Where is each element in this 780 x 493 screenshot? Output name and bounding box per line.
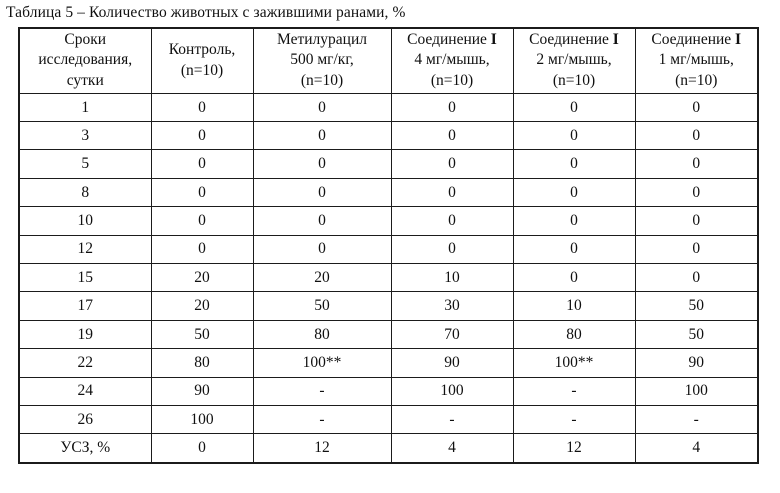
- table-cell: 0: [151, 434, 253, 463]
- table-row: [19, 320, 758, 348]
- table-cell: 20: [253, 263, 391, 291]
- table-row: [19, 292, 758, 320]
- row-label: 24: [19, 377, 151, 405]
- table-row: [19, 235, 758, 263]
- table-cell: 10: [513, 292, 635, 320]
- table-cell: 0: [635, 235, 758, 263]
- table-cell: 0: [513, 121, 635, 149]
- table-cell: 0: [253, 150, 391, 178]
- table-cell: 20: [151, 292, 253, 320]
- row-label: 26: [19, 405, 151, 433]
- table-cell: 0: [253, 178, 391, 206]
- table-cell: -: [635, 405, 758, 433]
- table-row: [19, 121, 758, 149]
- table-cell: 0: [513, 207, 635, 235]
- table-cell: 0: [635, 178, 758, 206]
- row-label: 22: [19, 349, 151, 377]
- table-cell: 0: [151, 93, 253, 121]
- table-cell: 100: [151, 405, 253, 433]
- compound-name: Соединение: [529, 30, 613, 48]
- table-cell: 0: [635, 121, 758, 149]
- table-cell: 100: [635, 377, 758, 405]
- data-table: [18, 27, 759, 464]
- table-cell: 80: [151, 349, 253, 377]
- table-caption: Таблица 5 – Количество животных с зажившими ранами, %: [6, 4, 406, 21]
- row-label: 5: [19, 150, 151, 178]
- table-cell: 100: [391, 377, 513, 405]
- table-cell: 0: [391, 207, 513, 235]
- table-cell: 0: [513, 263, 635, 291]
- table-cell: 90: [635, 349, 758, 377]
- col-header-compound-2mg: [513, 28, 635, 94]
- compound-name: Соединение: [407, 30, 491, 48]
- compound-dose: 1 мг/мышь, (n=10): [658, 51, 734, 89]
- compound-numeral: I: [735, 30, 742, 48]
- table-cell: 0: [635, 93, 758, 121]
- table-cell: 50: [151, 320, 253, 348]
- table-cell: 30: [391, 292, 513, 320]
- table-cell: 0: [635, 263, 758, 291]
- table-cell: -: [391, 405, 513, 433]
- table-row: [19, 263, 758, 291]
- table-cell: 0: [253, 207, 391, 235]
- table-row: [19, 207, 758, 235]
- table-cell: 80: [513, 320, 635, 348]
- table-cell: 0: [253, 93, 391, 121]
- compound-dose: 4 мг/мышь, (n=10): [414, 51, 490, 89]
- table-cell: 100**: [513, 349, 635, 377]
- table-cell: 0: [151, 150, 253, 178]
- table-cell: 4: [391, 434, 513, 463]
- table-header: [19, 28, 758, 94]
- table-cell: -: [253, 405, 391, 433]
- table-body: [19, 93, 758, 463]
- table-cell: 0: [151, 235, 253, 263]
- table-cell: 20: [151, 263, 253, 291]
- table-cell: 50: [635, 320, 758, 348]
- col-header-methyluracil: Метилурацил 500 мг/кг, (n=10): [253, 28, 391, 94]
- table-cell: 0: [151, 121, 253, 149]
- row-label: 10: [19, 207, 151, 235]
- row-label: 12: [19, 235, 151, 263]
- table-cell: 0: [635, 207, 758, 235]
- compound-name: Соединение: [651, 30, 736, 48]
- table-cell: 80: [253, 320, 391, 348]
- table-cell: 90: [151, 377, 253, 405]
- table-cell: 90: [391, 349, 513, 377]
- table-cell: 0: [513, 178, 635, 206]
- table-row: [19, 377, 758, 405]
- table-row: [19, 178, 758, 206]
- table-cell: 0: [391, 93, 513, 121]
- table-cell: 0: [391, 178, 513, 206]
- table-row: [19, 434, 758, 463]
- table-cell: 0: [391, 235, 513, 263]
- table-cell: 0: [391, 121, 513, 149]
- table-row: [19, 405, 758, 433]
- row-label: 19: [19, 320, 151, 348]
- table-cell: -: [513, 377, 635, 405]
- row-label: 15: [19, 263, 151, 291]
- row-label: 17: [19, 292, 151, 320]
- row-label: 1: [19, 93, 151, 121]
- table-cell: 70: [391, 320, 513, 348]
- table-cell: 50: [253, 292, 391, 320]
- table-cell: 0: [151, 178, 253, 206]
- table-cell: -: [253, 377, 391, 405]
- table-cell: 0: [513, 93, 635, 121]
- col-header-compound-4mg: [391, 28, 513, 94]
- row-label: 3: [19, 121, 151, 149]
- table-cell: 4: [635, 434, 758, 463]
- row-label: 8: [19, 178, 151, 206]
- table-cell: 0: [513, 150, 635, 178]
- table-cell: 0: [151, 207, 253, 235]
- compound-numeral: I: [490, 30, 497, 48]
- header-row: [19, 28, 758, 94]
- table-cell: 100**: [253, 349, 391, 377]
- table-cell: 0: [253, 235, 391, 263]
- table-cell: 10: [391, 263, 513, 291]
- table-cell: 0: [635, 150, 758, 178]
- table-cell: 0: [253, 121, 391, 149]
- table-row: [19, 93, 758, 121]
- col-header-control: Контроль, (n=10): [151, 28, 253, 94]
- table-cell: 50: [635, 292, 758, 320]
- table-cell: 12: [253, 434, 391, 463]
- compound-dose: 2 мг/мышь, (n=10): [536, 51, 612, 89]
- table-cell: 0: [513, 235, 635, 263]
- col-header-study-period: Сроки исследования, сутки: [19, 28, 151, 94]
- table-row: [19, 349, 758, 377]
- compound-numeral: I: [612, 30, 619, 48]
- table-cell: 0: [391, 150, 513, 178]
- table-cell: -: [513, 405, 635, 433]
- col-header-compound-1mg: [635, 28, 758, 94]
- row-label: УСЗ, %: [19, 434, 151, 463]
- table-cell: 12: [513, 434, 635, 463]
- table-row: [19, 150, 758, 178]
